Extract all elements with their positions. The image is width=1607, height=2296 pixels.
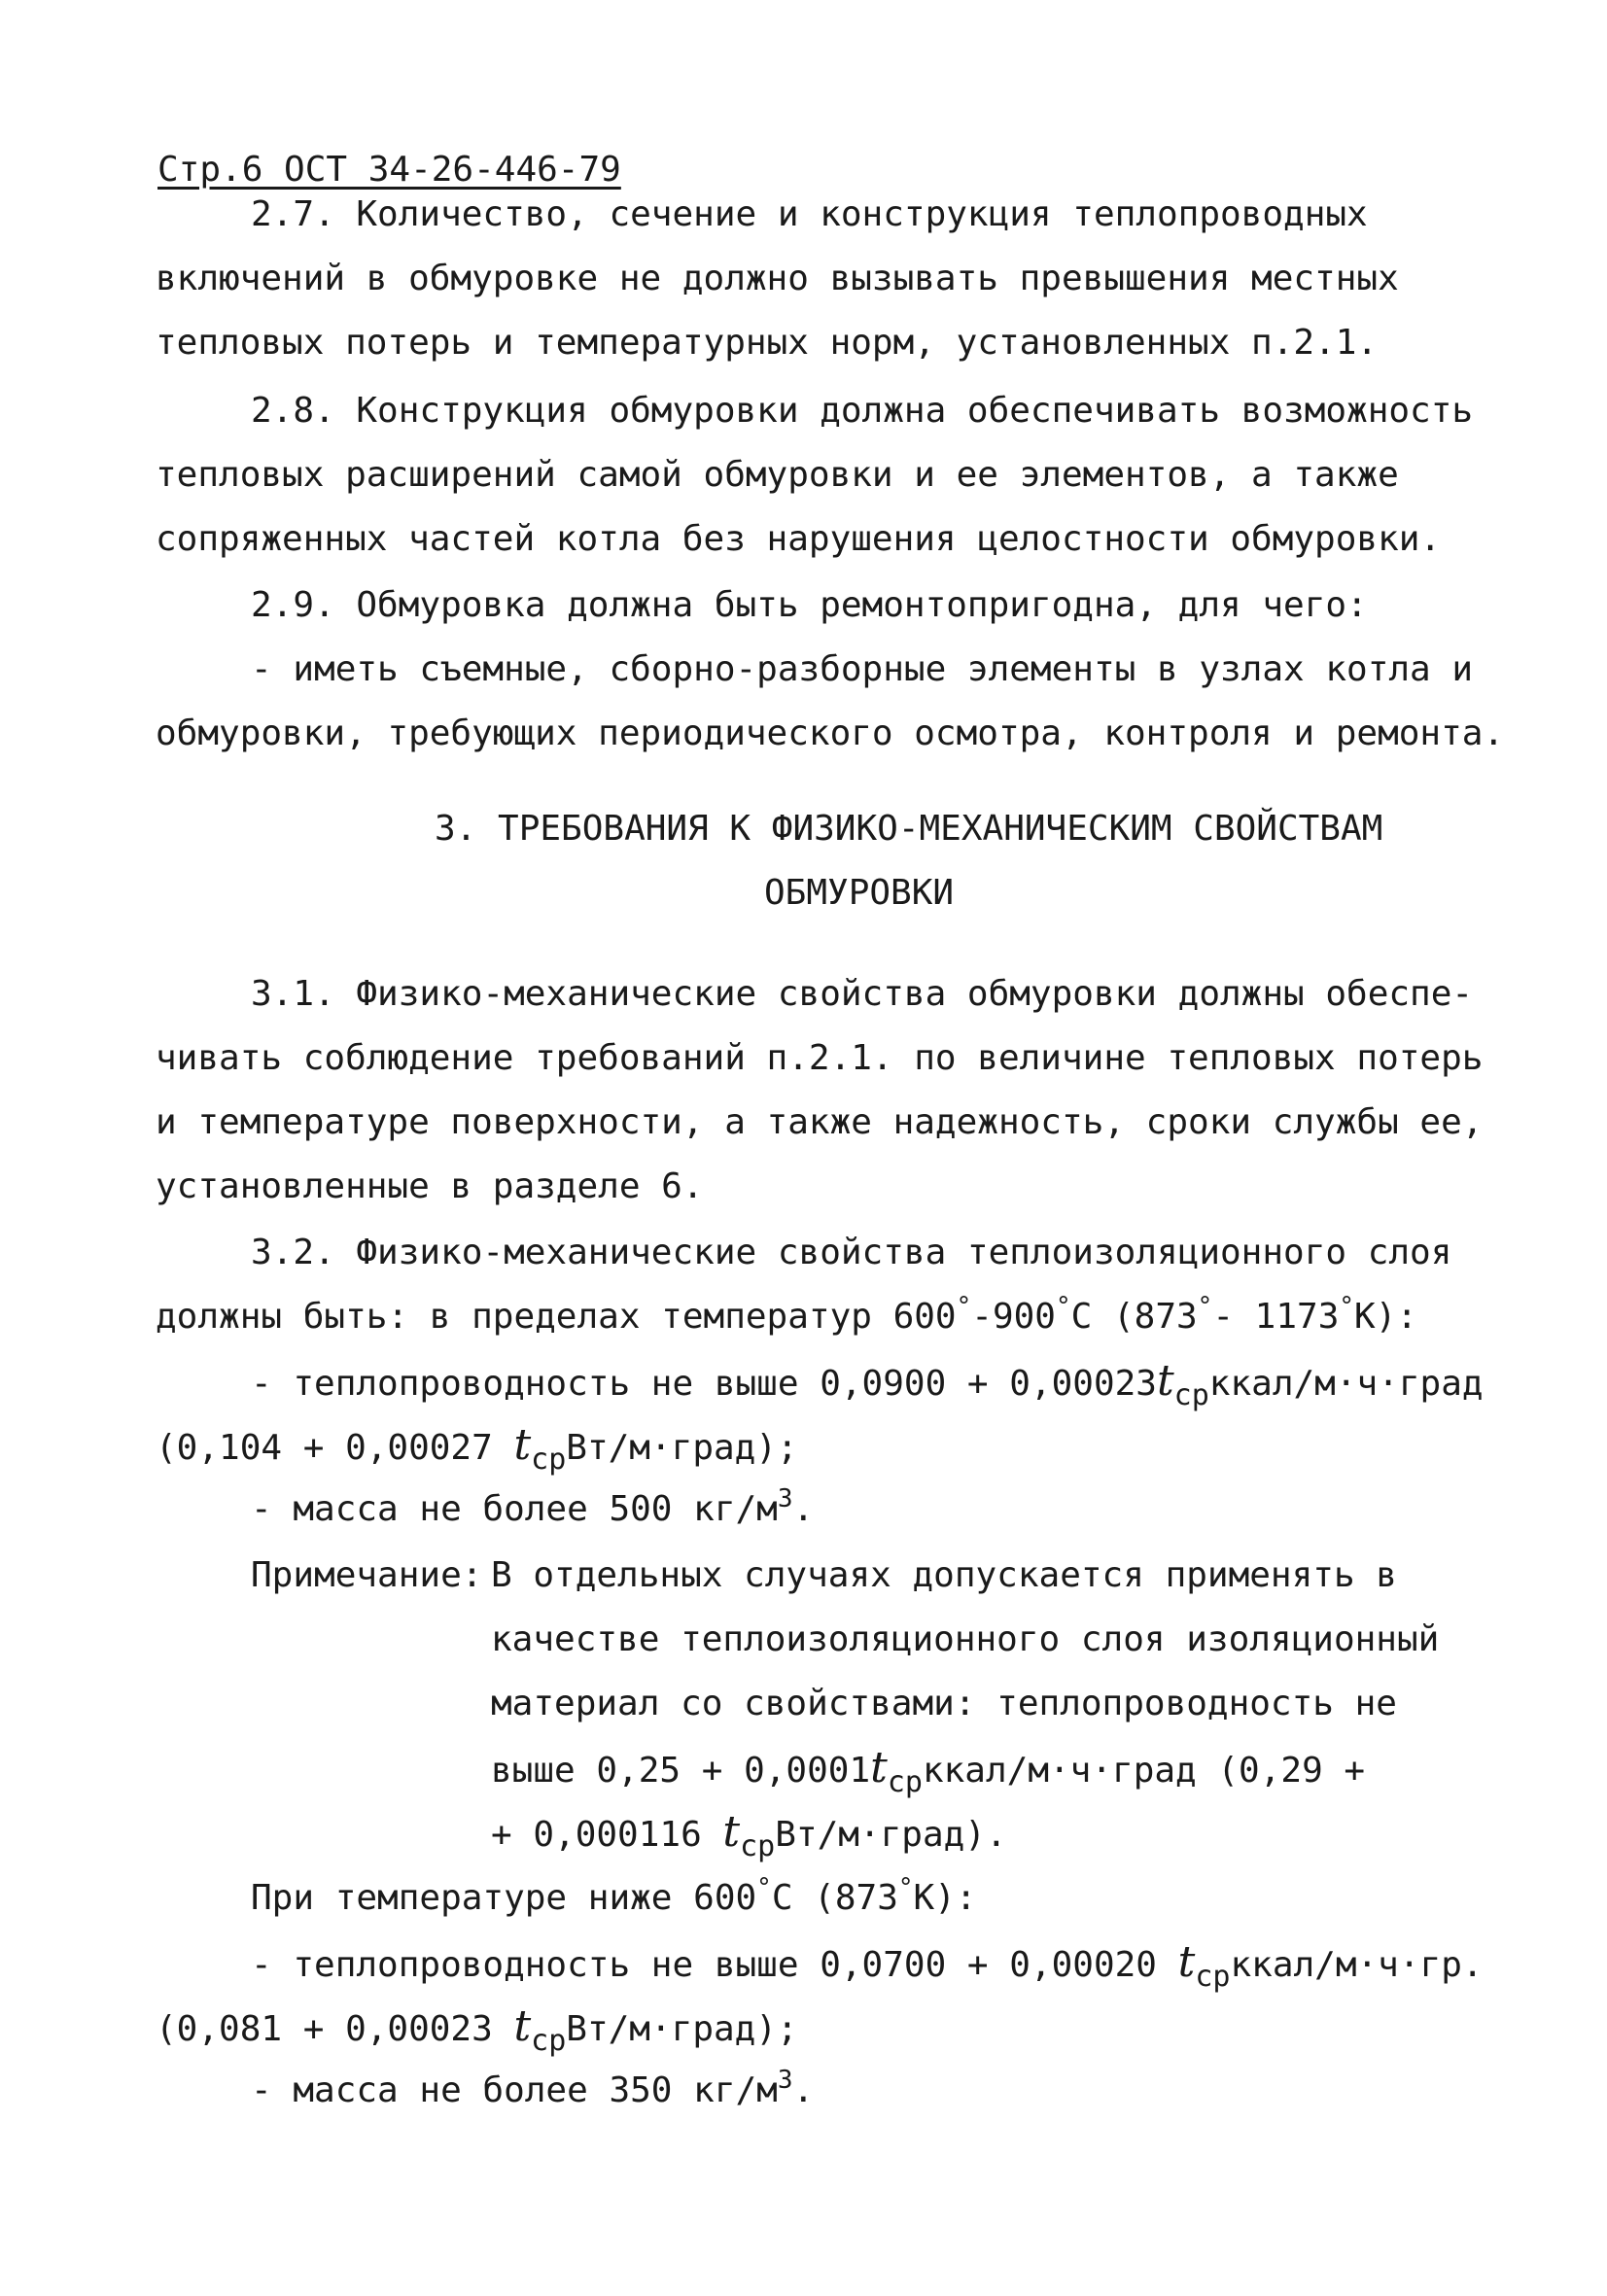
clause-3-2-line-1: 3.2. Физико-механические свойства теплоизоляционного слоя <box>251 1233 1452 1272</box>
below-600-line-3 <box>156 2001 798 2058</box>
clause-3-2-line-2 <box>156 1292 1418 1339</box>
section-3-title-cont: ОБМУРОВКИ <box>764 873 955 913</box>
text: . <box>792 1489 815 1529</box>
clause-3-2-line-3 <box>251 1356 1484 1412</box>
text: . <box>792 2070 815 2110</box>
note-line-3: материал со свойствами: теплопроводность не <box>491 1684 1397 1723</box>
t-symbol: t <box>1156 1356 1174 1406</box>
clause-2-8-line-1: 2.8. Конструкция обмуровки должна обеспечивать возможность <box>251 391 1474 431</box>
clause-2-9-line-1: 2.9. Обмуровка должна быть ремонтопригодна, для чего: <box>251 585 1368 625</box>
clause-2-7-line-1: 2.7. Количество, сечение и конструкция теплопроводных <box>251 194 1368 234</box>
text: При температуре ниже 600 <box>251 1878 757 1918</box>
superscript-3: 3 <box>777 1484 793 1513</box>
note-line-5 <box>491 1807 1007 1863</box>
text: С (873 <box>771 1878 898 1918</box>
t-symbol: t <box>513 2001 532 2051</box>
subscript-sr: ср <box>887 1765 923 1799</box>
note-line-1: В отдельных случаях допускается применять в <box>491 1555 1397 1595</box>
superscript-3: 3 <box>777 2066 793 2095</box>
degree-sign: ° <box>1197 1292 1213 1321</box>
degree-sign: ° <box>956 1292 972 1321</box>
text: - теплопроводность не выше 0,0900 + 0,00023 <box>251 1364 1157 1404</box>
below-600-line-2 <box>251 1937 1484 1994</box>
text: - теплопроводность не выше 0,0700 + 0,00020 <box>251 1945 1178 1985</box>
clause-3-1-line-3: и температуре поверхности, а также надежность, сроки службы ее, <box>156 1102 1484 1142</box>
text: ккал/м·ч·гр. <box>1230 1945 1484 1985</box>
text: Вт/м·град). <box>775 1815 1007 1855</box>
clause-2-7-line-3: тепловых потерь и температурных норм, установленных п.2.1. <box>156 323 1379 363</box>
text: выше 0,25 + 0,0001 <box>491 1751 871 1791</box>
clause-3-1-line-2: чивать соблюдение требований п.2.1. по величине тепловых потерь <box>156 1038 1484 1078</box>
text: -900 <box>971 1297 1056 1337</box>
t-symbol: t <box>513 1420 532 1470</box>
below-600-line-1 <box>251 1873 977 1921</box>
clause-2-9-line-2: - иметь съемные, сборно-разборные элементы в узлах котла и <box>251 649 1474 689</box>
page-header: Стр.6 ОСТ 34-26-446-79 <box>157 150 621 190</box>
clause-2-7-line-2: включений в обмуровке не должно вызывать превышения местных <box>156 259 1399 298</box>
text: - масса не более 500 кг/м <box>251 1489 778 1529</box>
text: должны быть: в пределах температур 600 <box>156 1297 957 1337</box>
clause-3-2-line-5 <box>251 1484 815 1532</box>
text: + 0,000116 <box>491 1815 723 1855</box>
clause-2-9-line-3: обмуровки, требующих периодического осмотра, контроля и ремонта. <box>156 713 1505 753</box>
below-600-line-4 <box>251 2066 815 2113</box>
text: Вт/м·град); <box>566 2009 798 2049</box>
clause-3-1-line-4: установленные в разделе 6. <box>156 1166 704 1206</box>
text: ккал/м·ч·град <box>1208 1364 1484 1404</box>
clause-3-2-line-4 <box>156 1420 798 1477</box>
section-3-title: 3. ТРЕБОВАНИЯ К ФИЗИКО-МЕХАНИЧЕСКИМ СВОЙСТВАМ <box>435 809 1383 849</box>
subscript-sr: ср <box>1173 1378 1209 1412</box>
t-symbol: t <box>722 1807 741 1857</box>
text: - 1173 <box>1212 1297 1340 1337</box>
text: (0,104 + 0,00027 <box>156 1428 514 1468</box>
text: - масса не более 350 кг/м <box>251 2070 778 2110</box>
subscript-sr: ср <box>531 2024 567 2058</box>
subscript-sr: ср <box>531 1443 567 1477</box>
t-symbol: t <box>1177 1937 1196 1987</box>
subscript-sr: ср <box>740 1829 776 1863</box>
note-label: Примечание: <box>251 1555 483 1595</box>
text: Вт/м·град); <box>566 1428 798 1468</box>
text: (0,081 + 0,00023 <box>156 2009 514 2049</box>
note-line-2: качестве теплоизоляционного слоя изоляционный <box>491 1619 1440 1659</box>
note-line-4 <box>491 1743 1366 1799</box>
text: К): <box>913 1878 977 1918</box>
clause-3-1-line-1: 3.1. Физико-механические свойства обмуровки должны обеспе- <box>251 974 1474 1014</box>
degree-sign: ° <box>756 1873 772 1902</box>
text: С (873 <box>1070 1297 1198 1337</box>
clause-2-8-line-2: тепловых расширений самой обмуровки и ее элементов, а также <box>156 455 1399 495</box>
degree-sign: ° <box>897 1873 914 1902</box>
degree-sign: ° <box>1339 1292 1355 1321</box>
clause-2-8-line-3: сопряженных частей котла без нарушения целостности обмуровки. <box>156 519 1442 559</box>
degree-sign: ° <box>1055 1292 1071 1321</box>
text: ккал/м·ч·град (0,29 + <box>922 1751 1366 1791</box>
subscript-sr: ср <box>1195 1960 1231 1994</box>
t-symbol: t <box>870 1743 888 1792</box>
text: К): <box>1354 1297 1418 1337</box>
